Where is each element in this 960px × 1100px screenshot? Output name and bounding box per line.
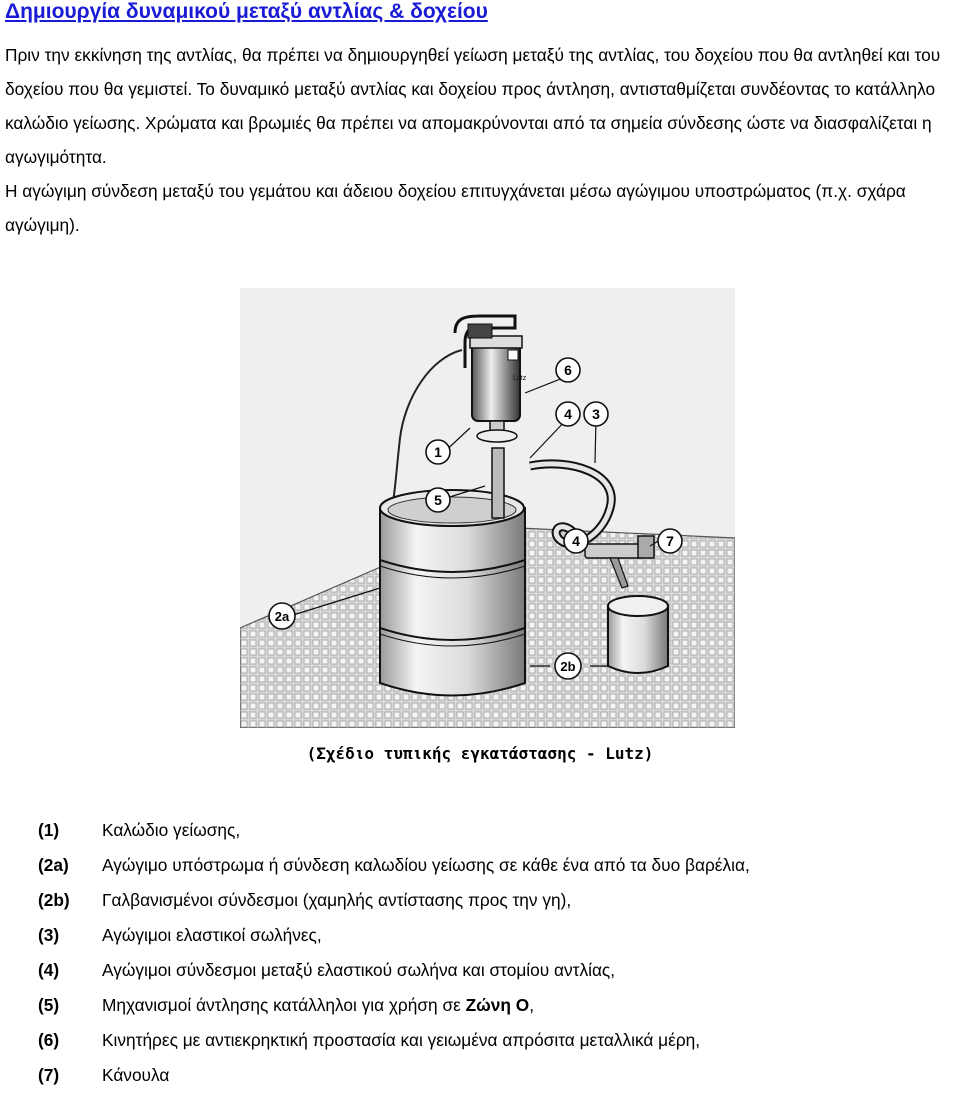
svg-text:6: 6 (564, 362, 572, 378)
callout-2a (269, 603, 295, 629)
callout-4-top (556, 402, 580, 426)
intro-text (5, 38, 955, 242)
legend-number: (1) (38, 820, 60, 840)
intro-paragraph-2: Η αγώγιμη σύνδεση μεταξύ του γεμάτου και άδειου δοχείου επιτυγχάνεται μέσω αγώγιμου υποστρώματος (π.χ. σχάρα αγώγιμη). (5, 181, 906, 235)
svg-text:5: 5 (434, 492, 442, 508)
legend-text: Κάνουλα (102, 1065, 170, 1085)
legend-number: (2b) (38, 890, 70, 910)
legend-item (38, 820, 938, 855)
legend-text-post: , (529, 995, 535, 1015)
legend-number: (6) (38, 1030, 60, 1050)
legend-number: (5) (38, 995, 60, 1015)
legend-number: (7) (38, 1065, 60, 1085)
figure-caption: (Σχέδιο τυπικής εγκατάστασης - Lutz) (306, 744, 654, 763)
page-title: Δημιουργία δυναμικού μεταξύ αντλίας & δοχείου (5, 0, 488, 23)
legend-list (38, 820, 938, 1100)
svg-text:4: 4 (572, 533, 580, 549)
legend-item (38, 995, 938, 1030)
pump-tube (492, 448, 504, 518)
legend-item (38, 925, 938, 960)
svg-text:1: 1 (434, 444, 442, 460)
legend-text: Αγώγιμοι ελαστικοί σωλήνες, (102, 925, 322, 945)
legend-text-bold: Ζώνη Ο (465, 995, 530, 1015)
legend-text-pre: Μηχανισμοί άντλησης κατάλληλοι για χρήση σε (102, 995, 466, 1015)
installation-diagram (240, 288, 735, 728)
pump-motor (455, 316, 527, 442)
callout-4-bottom (564, 529, 588, 553)
callout-1 (426, 440, 450, 464)
legend-text: Αγώγιμοι σύνδεσμοι μεταξύ ελαστικού σωλήνα και στομίου αντλίας, (102, 960, 616, 980)
legend-item (38, 855, 938, 890)
legend-text: Κινητήρες με αντιεκρηκτική προστασία και γειωμένα απρόσιτα μεταλλικά μέρη, (102, 1030, 701, 1050)
svg-text:7: 7 (666, 533, 674, 549)
small-container (608, 596, 668, 673)
svg-text:2b: 2b (560, 659, 576, 674)
legend-item (38, 1065, 938, 1100)
legend-number: (4) (38, 960, 60, 980)
legend-item (38, 890, 938, 925)
legend-number: (2a) (38, 855, 69, 875)
legend-number: (3) (38, 925, 60, 945)
callout-3 (584, 402, 608, 426)
svg-text:3: 3 (592, 406, 600, 422)
callout-6 (556, 358, 580, 382)
callout-2b (555, 653, 581, 679)
legend-text (102, 995, 534, 1016)
callout-5 (426, 488, 450, 512)
pump-brand-label: Lutz (513, 375, 527, 382)
legend-item (38, 1030, 938, 1065)
callout-7 (658, 529, 682, 553)
legend-text: Γαλβανισμένοι σύνδεσμοι (χαμηλής αντίστασης προς την γη), (102, 890, 572, 910)
legend-text: Αγώγιμο υπόστρωμα ή σύνδεση καλωδίου γείωσης σε κάθε ένα από τα δυο βαρέλια, (102, 855, 750, 875)
legend-text: Καλώδιο γείωσης, (102, 820, 241, 840)
svg-text:4: 4 (564, 406, 572, 422)
large-drum (380, 490, 525, 696)
legend-item (38, 960, 938, 995)
intro-paragraph-1: Πριν την εκκίνηση της αντλίας, θα πρέπει να δημιουργηθεί γείωση μεταξύ της αντλίας, του δοχείου που θα αντληθεί και του δοχείου που θα γεμιστεί. Το δυναμικό μεταξύ αντλίας και δοχείου προς άντληση, αντισταθμίζεται συνδέοντας το κατάλληλο καλώδιο γείωσης. Χρώματα και βρωμιές θα πρέπει να απομακρύνονται από τα σημεία σύνδεσης ώστε να διασφαλίζεται η αγωγιμότητα. (5, 45, 941, 167)
svg-text:2a: 2a (274, 609, 290, 624)
